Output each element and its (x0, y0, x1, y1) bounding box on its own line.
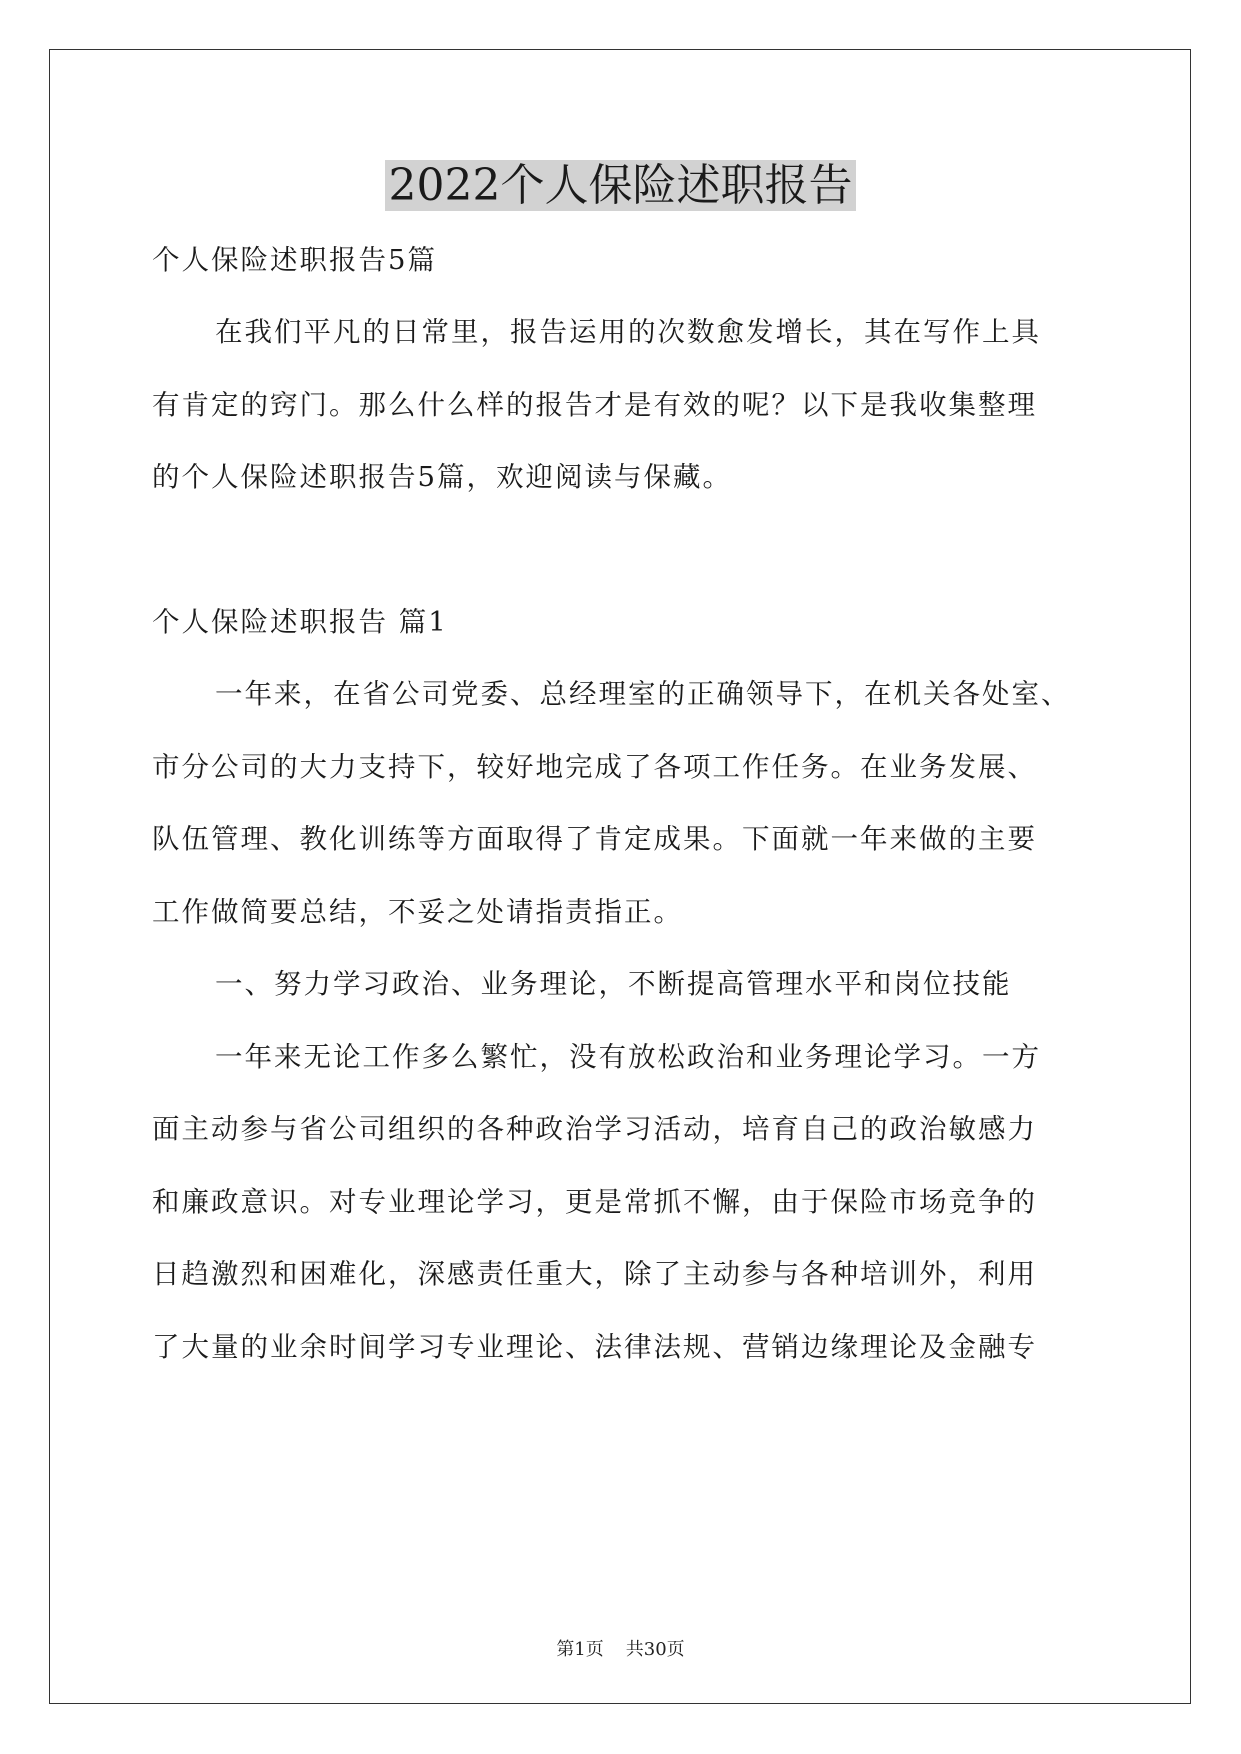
section-heading: 个人保险述职报告 篇1 (152, 606, 448, 638)
body-line-1: 一年来，在省公司党委、总经理室的正确领导下，在机关各处室、 (215, 678, 1071, 710)
body-line-4: 工作做简要总结，不妥之处请指责指正。 (152, 896, 683, 928)
intro-line-3: 的个人保险述职报告5篇，欢迎阅读与保藏。 (152, 461, 732, 493)
body-line-7: 面主动参与省公司组织的各种政治学习活动，培育自己的政治敏感力 (152, 1113, 1037, 1145)
page-number: 第1页 (556, 1639, 604, 1660)
intro-line-1: 在我们平凡的日常里，报告运用的次数愈发增长，其在写作上具 (215, 316, 1041, 348)
subtitle: 个人保险述职报告5篇 (152, 244, 437, 276)
body-line-3: 队伍管理、教化训练等方面取得了肯定成果。下面就一年来做的主要 (152, 823, 1037, 855)
page-footer (0, 1637, 1241, 1663)
body-line-10: 了大量的业余时间学习专业理论、法律法规、营销边缘理论及金融专 (152, 1331, 1037, 1363)
document-title (0, 156, 1241, 216)
intro-line-2: 有肯定的窍门。那么什么样的报告才是有效的呢？以下是我收集整理 (152, 389, 1037, 421)
body-heading-1: 一、努力学习政治、业务理论，不断提高管理水平和岗位技能 (215, 968, 1012, 1000)
document-title-text: 2022个人保险述职报告 (385, 160, 857, 211)
body-line-2: 市分公司的大力支持下，较好地完成了各项工作任务。在业务发展、 (152, 751, 1037, 783)
body-line-6: 一年来无论工作多么繁忙，没有放松政治和业务理论学习。一方 (215, 1041, 1041, 1073)
page-total: 共30页 (625, 1639, 685, 1660)
page-border (49, 49, 1191, 1704)
body-line-8: 和廉政意识。对专业理论学习，更是常抓不懈，由于保险市场竞争的 (152, 1186, 1037, 1218)
body-line-9: 日趋激烈和困难化，深感责任重大，除了主动参与各种培训外，利用 (152, 1258, 1037, 1290)
